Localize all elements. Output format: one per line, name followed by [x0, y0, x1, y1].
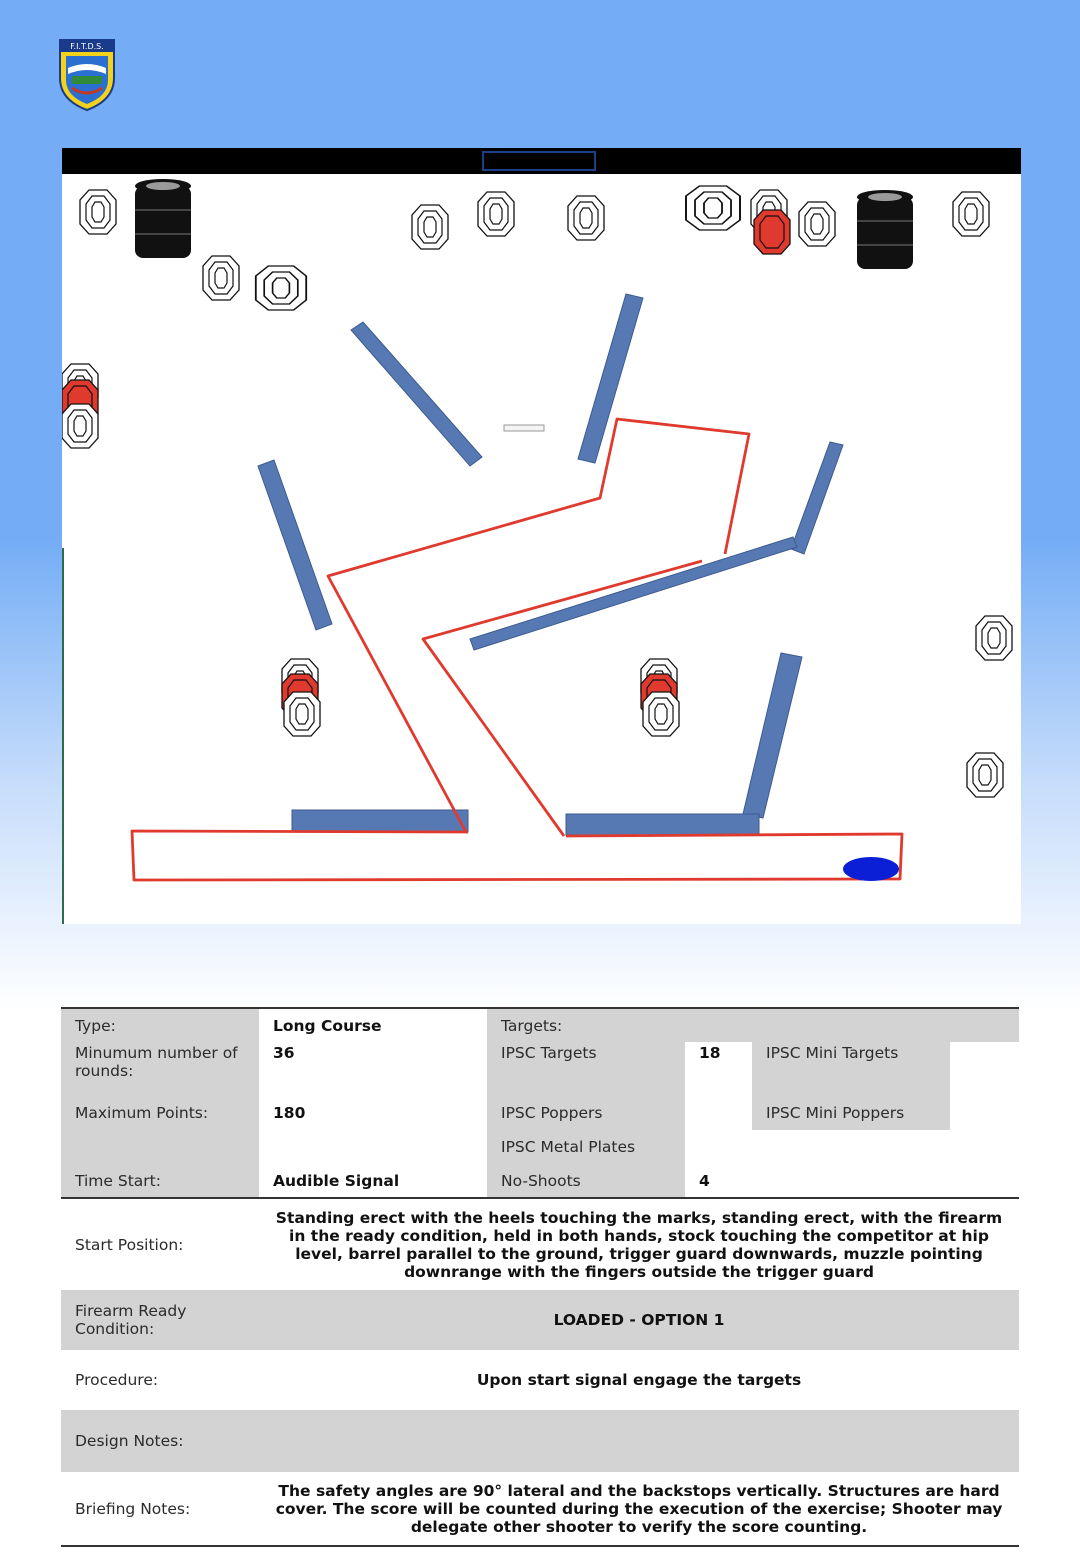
target	[953, 192, 989, 236]
design-notes-label: Design Notes:	[61, 1410, 259, 1472]
stage-info-table	[61, 1007, 1019, 1547]
targets-label: Targets:	[487, 1008, 1019, 1042]
firearm-ready-value: LOADED - OPTION 1	[259, 1290, 1019, 1350]
target	[478, 192, 514, 236]
design-notes-value	[259, 1410, 1019, 1472]
diagram-edge-line	[62, 548, 64, 924]
ipsc-poppers-value	[685, 1096, 752, 1130]
target	[643, 692, 679, 736]
ipsc-targets-label: IPSC Targets	[487, 1042, 685, 1096]
row-metal-plates	[61, 1130, 1019, 1164]
row-max-points	[61, 1096, 1019, 1130]
min-rounds-value: 36	[259, 1042, 487, 1096]
briefing-notes-value: The safety angles are 90° lateral and the backstops vertically. Structures are hard cover. The score will be counted during the execution of the exercise; Shooter may delegate other shooter to verify the score counting.	[259, 1472, 1019, 1546]
ipsc-mini-poppers-label: IPSC Mini Poppers	[752, 1096, 950, 1130]
firearm-ready-label: Firearm Ready Condition:	[61, 1290, 259, 1350]
fault-lines	[132, 419, 902, 880]
target	[256, 266, 306, 310]
logo-text: F.I.T.D.S.	[70, 42, 104, 51]
ipsc-metal-plates-value	[685, 1130, 752, 1164]
stage-layout-svg	[62, 148, 1021, 924]
min-rounds-label: Minumum number of rounds:	[61, 1042, 259, 1096]
ipsc-targets-value: 18	[685, 1042, 752, 1096]
barrel-right	[857, 190, 913, 269]
type-value: Long Course	[259, 1008, 487, 1042]
no-shoot-target	[754, 210, 790, 254]
target	[568, 196, 604, 240]
walls	[258, 294, 843, 835]
row-procedure	[61, 1350, 1019, 1410]
barrel-left	[135, 179, 191, 258]
fitds-logo	[58, 38, 116, 112]
ipsc-mini-targets-value	[950, 1042, 1019, 1096]
max-points-label: Maximum Points:	[61, 1096, 259, 1130]
centre-marker	[504, 425, 544, 431]
start-position-value: Standing erect with the heels touching the marks, standing erect, with the firearm in the ready condition, held in both hands, stock touching the competitor at hip level, barrel parallel to the ground, trigger guard downwards, muzzle pointing downrange with the fingers outside the trigger guard	[259, 1198, 1019, 1290]
target	[412, 205, 448, 249]
target	[62, 404, 98, 448]
start-position-marker	[843, 857, 899, 881]
time-start-label: Time Start:	[61, 1164, 259, 1198]
stage-diagram	[62, 148, 1021, 924]
ipsc-mini-targets-label: IPSC Mini Targets	[752, 1042, 950, 1096]
row-firearm-ready	[61, 1290, 1019, 1350]
procedure-label: Procedure:	[61, 1350, 259, 1410]
row-start-position	[61, 1198, 1019, 1290]
row-design-notes	[61, 1410, 1019, 1472]
time-start-value: Audible Signal	[259, 1164, 487, 1198]
max-points-value: 180	[259, 1096, 487, 1130]
target	[686, 186, 740, 230]
briefing-notes-label: Briefing Notes:	[61, 1472, 259, 1546]
row-min-rounds	[61, 1042, 1019, 1096]
ipsc-mini-poppers-value	[950, 1096, 1019, 1130]
row-briefing-notes	[61, 1472, 1019, 1546]
target	[967, 753, 1003, 797]
row-time-start	[61, 1164, 1019, 1198]
procedure-value: Upon start signal engage the targets	[259, 1350, 1019, 1410]
target	[799, 202, 835, 246]
start-position-label: Start Position:	[61, 1198, 259, 1290]
no-shoots-value: 4	[685, 1164, 752, 1198]
no-shoots-label: No-Shoots	[487, 1164, 685, 1198]
type-label: Type:	[61, 1008, 259, 1042]
target	[284, 692, 320, 736]
target	[976, 616, 1012, 660]
target	[203, 256, 239, 300]
row-type	[61, 1008, 1019, 1042]
ipsc-poppers-label: IPSC Poppers	[487, 1096, 685, 1130]
ipsc-metal-plates-label: IPSC Metal Plates	[487, 1130, 685, 1164]
target	[80, 190, 116, 234]
